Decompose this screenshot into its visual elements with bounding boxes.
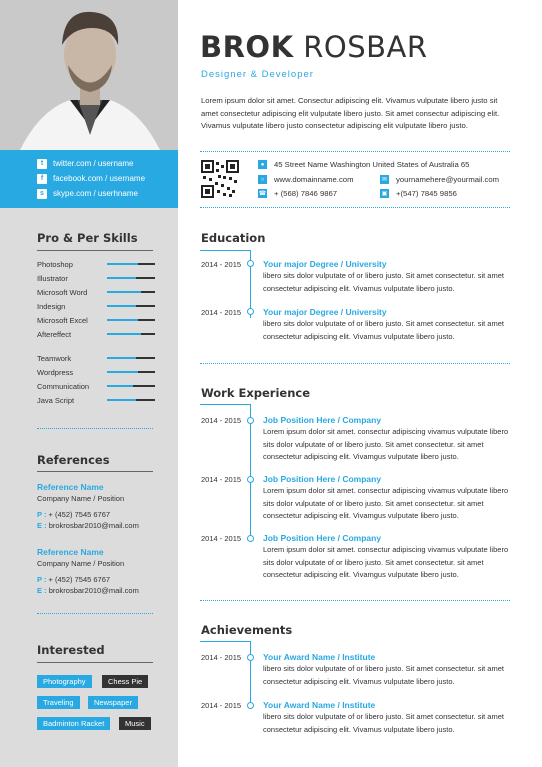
- email-value: brokrosbar2010@mail.com: [48, 521, 139, 530]
- skill-row: [37, 351, 155, 365]
- education-divider: [200, 250, 250, 251]
- mobile-text: +(547) 7845 9856: [396, 189, 457, 198]
- skills-heading: Pro & Per Skills: [37, 231, 138, 245]
- achievements-timeline: [250, 641, 251, 707]
- reference-name: Reference Name: [37, 482, 104, 492]
- reference-phone: [37, 575, 110, 584]
- skill-row: [37, 299, 155, 313]
- skill-name: Illustrator: [37, 273, 68, 283]
- qr-code-icon: [201, 160, 239, 198]
- skill-level-bar: [107, 385, 155, 387]
- contact-phone: [258, 189, 337, 198]
- education-title: Your major Degree / University: [263, 259, 387, 269]
- work-description: Lorem ipsum dolor sit amet. consectur adipiscing vivamus vulputate libero sits dolor vulputate of or libero justo. Sit amet consectetur. sit amet consectetur adipiscing elit. Vivamgus vulputate libero justo.: [263, 486, 509, 520]
- skill-level-fill: [107, 319, 138, 321]
- envelope-icon: ✉: [381, 177, 388, 183]
- skill-level-bar: [107, 305, 155, 307]
- work-date: 2014 - 2015: [201, 416, 242, 425]
- interest-tag: Chess Pie: [102, 675, 148, 688]
- work-description: Lorem ipsum dolor sit amet. consectur adipiscing vivamus vulputate libero sits dolor vulputate of or libero justo. Sit amet consectetur. sit amet consectetur adipiscing elit. Vivamgus vulputate libero justo.: [263, 427, 509, 461]
- skill-row: [37, 327, 155, 341]
- reference-name: Reference Name: [37, 547, 104, 557]
- skill-level-fill: [107, 399, 136, 401]
- skill-level-bar: [107, 399, 155, 401]
- first-name: BROK: [200, 30, 294, 64]
- skill-level-bar: [107, 333, 155, 335]
- achievements-heading: Achievements: [201, 623, 293, 637]
- skill-level-bar: [107, 291, 155, 293]
- skill-level-fill: [107, 333, 141, 335]
- achievements-divider: [200, 641, 250, 642]
- education-date: 2014 - 2015: [201, 308, 242, 317]
- reference-phone: [37, 510, 110, 519]
- skill-level-fill: [107, 291, 141, 293]
- reference-position: Company Name / Position: [37, 494, 125, 503]
- timeline-dot: [247, 654, 254, 661]
- job-role: Designer & Developer: [201, 69, 314, 80]
- education-dotted-divider: [200, 363, 510, 364]
- reference-email[interactable]: [37, 586, 139, 595]
- work-title: Job Position Here / Company: [263, 533, 382, 543]
- interest-tag: Music: [119, 717, 151, 730]
- full-name: [200, 30, 428, 64]
- email-label: E :: [37, 586, 47, 595]
- skill-level-bar: [107, 371, 155, 373]
- achievement-title: Your Award Name / Institute: [263, 700, 376, 710]
- references-heading: References: [37, 453, 110, 467]
- phone-text: + (568) 7846 9867: [274, 189, 338, 198]
- email-label: E :: [37, 521, 47, 530]
- skill-name: Photoshop: [37, 259, 73, 269]
- education-heading: Education: [201, 231, 266, 245]
- last-name: ROSBAR: [303, 30, 428, 64]
- social-link-twitter[interactable]: [0, 156, 178, 171]
- social-link-text: facebook.com / username: [53, 174, 146, 183]
- phone-value: + (452) 7545 6767: [48, 510, 111, 519]
- location-pin-icon: ●: [258, 160, 267, 169]
- skill-row: [37, 285, 155, 299]
- education-date: 2014 - 2015: [201, 260, 242, 269]
- achievement-description: libero sits dolor vulputate of or libero justo. Sit amet consectetur. sit amet consectetur adipiscing elit. Vivamus vulputate libero justo.: [263, 664, 504, 686]
- skill-level-fill: [107, 277, 136, 279]
- references-divider: [37, 471, 153, 472]
- interest-tag: Badminton Racket: [37, 717, 110, 730]
- phone-label: P :: [37, 575, 47, 584]
- skill-name: Indesign: [37, 301, 66, 311]
- skill-level-fill: [107, 263, 138, 265]
- skill-name: Aftereffect: [37, 329, 72, 339]
- work-date: 2014 - 2015: [201, 534, 242, 543]
- skill-level-fill: [107, 305, 136, 307]
- timeline-dot: [247, 417, 254, 424]
- timeline-dot: [247, 260, 254, 267]
- timeline-dot: [247, 308, 254, 315]
- skill-row: [37, 313, 155, 327]
- social-links: [0, 150, 178, 208]
- skill-name: Java Script: [37, 395, 75, 405]
- contact-website[interactable]: [258, 175, 353, 184]
- social-link-skype[interactable]: [0, 186, 178, 201]
- social-link-facebook[interactable]: [0, 171, 178, 186]
- work-divider: [200, 404, 250, 405]
- interested-heading: Interested: [37, 643, 105, 657]
- phone-label: P :: [37, 510, 47, 519]
- email-value: brokrosbar2010@mail.com: [48, 586, 139, 595]
- skill-row: [37, 365, 155, 379]
- achievement-date: 2014 - 2015: [201, 653, 242, 662]
- skills-divider: [37, 250, 153, 251]
- timeline-dot: [247, 535, 254, 542]
- header-dotted-divider: [200, 151, 510, 152]
- phone-icon: ☎: [258, 191, 267, 197]
- address-text: 45 Street Name Washington United States of Australia 65: [274, 160, 470, 169]
- twitter-icon: t: [37, 159, 47, 169]
- work-timeline: [250, 404, 251, 539]
- sidebar-dotted-divider: [37, 613, 153, 614]
- social-link-text: skype.com / userhname: [53, 189, 138, 198]
- interest-tag: Newspaper: [88, 696, 138, 709]
- skill-name: Communication: [37, 381, 90, 391]
- work-title: Job Position Here / Company: [263, 474, 382, 484]
- work-date: 2014 - 2015: [201, 475, 242, 484]
- skill-level-bar: [107, 277, 155, 279]
- profile-photo: [0, 0, 178, 150]
- contact-address: [258, 160, 469, 169]
- contact-mobile: [380, 189, 457, 198]
- skill-row: [37, 393, 155, 407]
- reference-position: Company Name / Position: [37, 559, 125, 568]
- contact-dotted-divider: [200, 207, 510, 208]
- timeline-dot: [247, 476, 254, 483]
- facebook-icon: f: [37, 174, 47, 184]
- skill-level-fill: [107, 385, 133, 387]
- social-link-text: twitter.com / username: [53, 159, 134, 168]
- timeline-dot: [247, 702, 254, 709]
- skill-row: [37, 257, 155, 271]
- skill-level-bar: [107, 263, 155, 265]
- skill-row: [37, 379, 155, 393]
- work-title: Job Position Here / Company: [263, 415, 382, 425]
- interest-tag: Traveling: [37, 696, 80, 709]
- achievement-date: 2014 - 2015: [201, 701, 242, 710]
- skill-level-bar: [107, 357, 155, 359]
- globe-icon: ○: [258, 175, 267, 184]
- profile-summary: Lorem ipsum dolor sit amet. Consectur adipiscing elit. Vivamus vulputate libero justo sit amet consectetur adipiscing elit vulputate libero justo. Sit amet consectur adipiscing elit. Vivamus vulputate libero justo consectetur adipiscing elit vulputate libero justo.: [201, 96, 500, 130]
- interested-divider: [37, 662, 153, 663]
- skill-level-fill: [107, 357, 136, 359]
- work-dotted-divider: [200, 600, 510, 601]
- website-text: www.domainname.com: [274, 175, 354, 184]
- skill-name: Wordpress: [37, 367, 74, 377]
- skill-level-fill: [107, 371, 138, 373]
- skill-level-bar: [107, 319, 155, 321]
- skill-row: [37, 271, 155, 285]
- interest-tag: Photography: [37, 675, 92, 688]
- education-title: Your major Degree / University: [263, 307, 387, 317]
- skype-icon: s: [37, 189, 47, 199]
- email-text: yournamehere@yourmail.com: [396, 175, 500, 184]
- achievement-description: libero sits dolor vulputate of or libero justo. Sit amet consectetur. sit amet consectetur adipiscing elit. Vivamus vulputate libero justo.: [263, 712, 504, 734]
- sidebar: [0, 0, 178, 767]
- work-description: Lorem ipsum dolor sit amet. consectur adipiscing vivamus vulputate libero sits dolor vulputate of or libero justo. Sit amet consectetur. sit amet consectetur adipiscing elit. Vivamgus vulputate libero justo.: [263, 545, 509, 579]
- reference-email[interactable]: [37, 521, 139, 530]
- achievement-title: Your Award Name / Institute: [263, 652, 376, 662]
- mobile-icon: ▣: [381, 191, 388, 197]
- work-heading: Work Experience: [201, 386, 311, 400]
- skill-name: Microsoft Excel: [37, 315, 88, 325]
- sidebar-dotted-divider: [37, 428, 153, 429]
- education-description: libero sits dolor vulputate of or libero justo. Sit amet consectetur. sit amet consectetur adipiscing elit. Vivamus vulputate libero justo.: [263, 271, 504, 293]
- skill-name: Teamwork: [37, 353, 72, 363]
- education-description: libero sits dolor vulputate of or libero justo. Sit amet consectetur. sit amet consectetur adipiscing elit. Vivamus vulputate libero justo.: [263, 319, 504, 341]
- phone-value: + (452) 7545 6767: [48, 575, 111, 584]
- contact-email[interactable]: [380, 175, 499, 184]
- skill-name: Microsoft Word: [37, 287, 88, 297]
